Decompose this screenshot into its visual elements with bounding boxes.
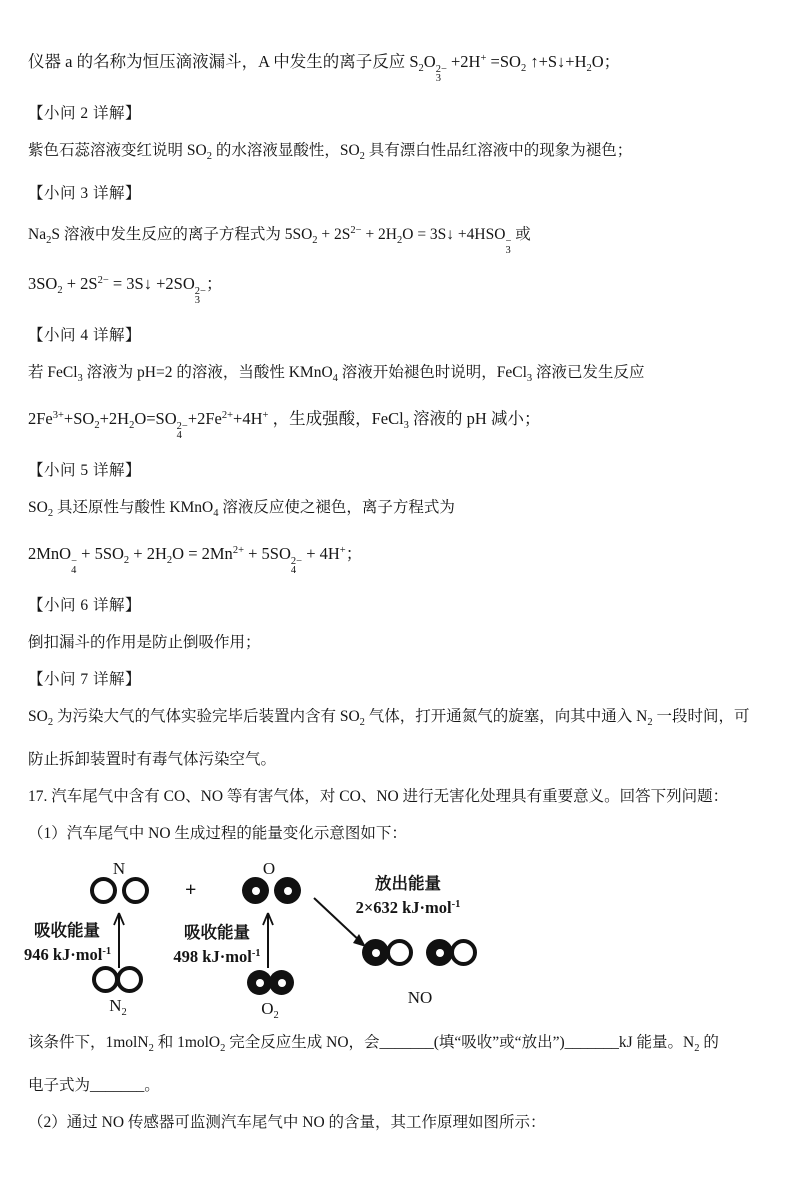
n-atom <box>90 877 117 904</box>
text-line: 17. 汽车尾气中含有 CO、NO 等有害气体，对 CO、NO 进行无害化处理具有重要意义。回答下列问题： <box>28 788 729 805</box>
n-atom <box>386 939 413 966</box>
o-atom <box>242 877 269 904</box>
no-molecules <box>362 939 477 966</box>
text-line: 该条件下，1molN$_2$ 和 1molO$_2$ 完全反应生成 NO，会_______(填“吸收”或“放出”)_______kJ 能量。$N_2$ 的 <box>28 1034 719 1054</box>
absorb-left-arrow-icon <box>112 911 126 968</box>
n-atom-label: N <box>112 859 126 878</box>
n-atoms-separated <box>90 877 149 904</box>
plus-sign: + <box>185 879 197 901</box>
n-atom <box>92 966 119 993</box>
document-section-answers <box>28 47 772 845</box>
absorb-left-text: 吸收能量 946 kJ·mol$^{-1}$ <box>24 921 112 964</box>
text-line: 紫色石蕊溶液变红说明 $SO_2$ 的水溶液显酸性，$SO_2$ 具有漂白性品红溶液中的现象为褪色； <box>28 142 633 162</box>
section-heading: 【小问 2 详解】 <box>28 105 142 122</box>
energy-change-diagram <box>24 859 772 1025</box>
o2-molecule <box>247 970 294 995</box>
text-line: 电子式为_______。 <box>28 1077 160 1094</box>
o-atom-label: O <box>262 859 276 878</box>
section-heading: 【小问 5 详解】 <box>28 462 142 479</box>
no-molecule <box>362 939 413 966</box>
n-atom <box>116 966 143 993</box>
o-atom <box>274 877 301 904</box>
o-atom <box>269 970 294 995</box>
text-line: （1）汽车尾气中 NO 生成过程的能量变化示意图如下： <box>28 825 407 842</box>
no-label: NO <box>407 988 433 1007</box>
document-section-question17 <box>28 1031 772 1134</box>
section-heading: 【小问 6 详解】 <box>28 597 142 614</box>
section-heading: 【小问 4 详解】 <box>28 327 142 344</box>
o2-label: $O_2$ <box>261 999 279 1021</box>
text-line: $SO_2$ 具还原性与酸性 KMnO$_4$ 溶液反应使之褪色，离子方程式为 <box>28 499 455 519</box>
o-atom <box>426 939 453 966</box>
formula-line: $2Fe^{3+}+SO_2+2H_2O=SO$ 2− 4 $+2Fe^{2+}+4H^+$ ，生成强酸，FeCl$_3$ 溶液的 pH 减小； <box>28 409 541 441</box>
text-line: 倒扣漏斗的作用是防止倒吸作用； <box>28 634 261 651</box>
formula-line: 仪器 a 的名称为恒压滴液漏斗，A 中发生的离子反应 $S_2O$ 2− 3 $+2H^+ =SO_2$ $↑+S↓+H_2O$； <box>28 52 621 84</box>
section-heading: 【小问 3 详解】 <box>28 185 142 202</box>
o-atom <box>362 939 389 966</box>
formula-line: $3SO_2 + 2S^{2-}$ = 3S↓ +2SO 2− 3 ； <box>28 274 223 306</box>
o-atoms-separated <box>242 877 301 904</box>
section-heading: 【小问 7 详解】 <box>28 671 142 688</box>
text-line: （2）通过 NO 传感器可监测汽车尾气中 NO 的含量，其工作原理如图所示： <box>28 1114 546 1131</box>
text-line: $Na_2S$ 溶液中发生反应的离子方程式为 $5SO_2 + 2S^{2-} + 2H_2O$ = 3S↓ +4HSO − 3 或 <box>28 225 531 256</box>
absorb-mid-arrow-icon <box>261 911 275 968</box>
n-atom <box>122 877 149 904</box>
no-molecule <box>426 939 477 966</box>
n2-molecule <box>92 966 143 993</box>
n2-label: $N_2$ <box>109 996 127 1018</box>
text-line: $SO_2$ 为污染大气的气体实验完毕后装置内含有 $SO_2$ 气体，打开通氮气的旋塞，向其中通入 $N_2$ 一段时间，可 <box>28 708 750 728</box>
absorb-mid-text: 吸收能量 498 kJ·mol$^{-1}$ <box>173 923 261 966</box>
text-line: 若 FeCl$_3$ 溶液为 pH=2 的溶液，当酸性 KMnO$_4$ 溶液开始褪色时说明，FeCl$_3$ 溶液已发生反应 <box>28 364 645 384</box>
text-line: 防止拆卸装置时有毒气体污染空气。 <box>28 751 277 768</box>
n-atom <box>450 939 477 966</box>
release-energy-text: 放出能量 2×632 kJ·mol$^{-1}$ <box>355 874 461 917</box>
formula-line: 2MnO − 4 + $5SO_2 + 2H_2O = 2Mn^{2+} + 5SO$ 2− 4 + 4H+； <box>28 544 363 576</box>
